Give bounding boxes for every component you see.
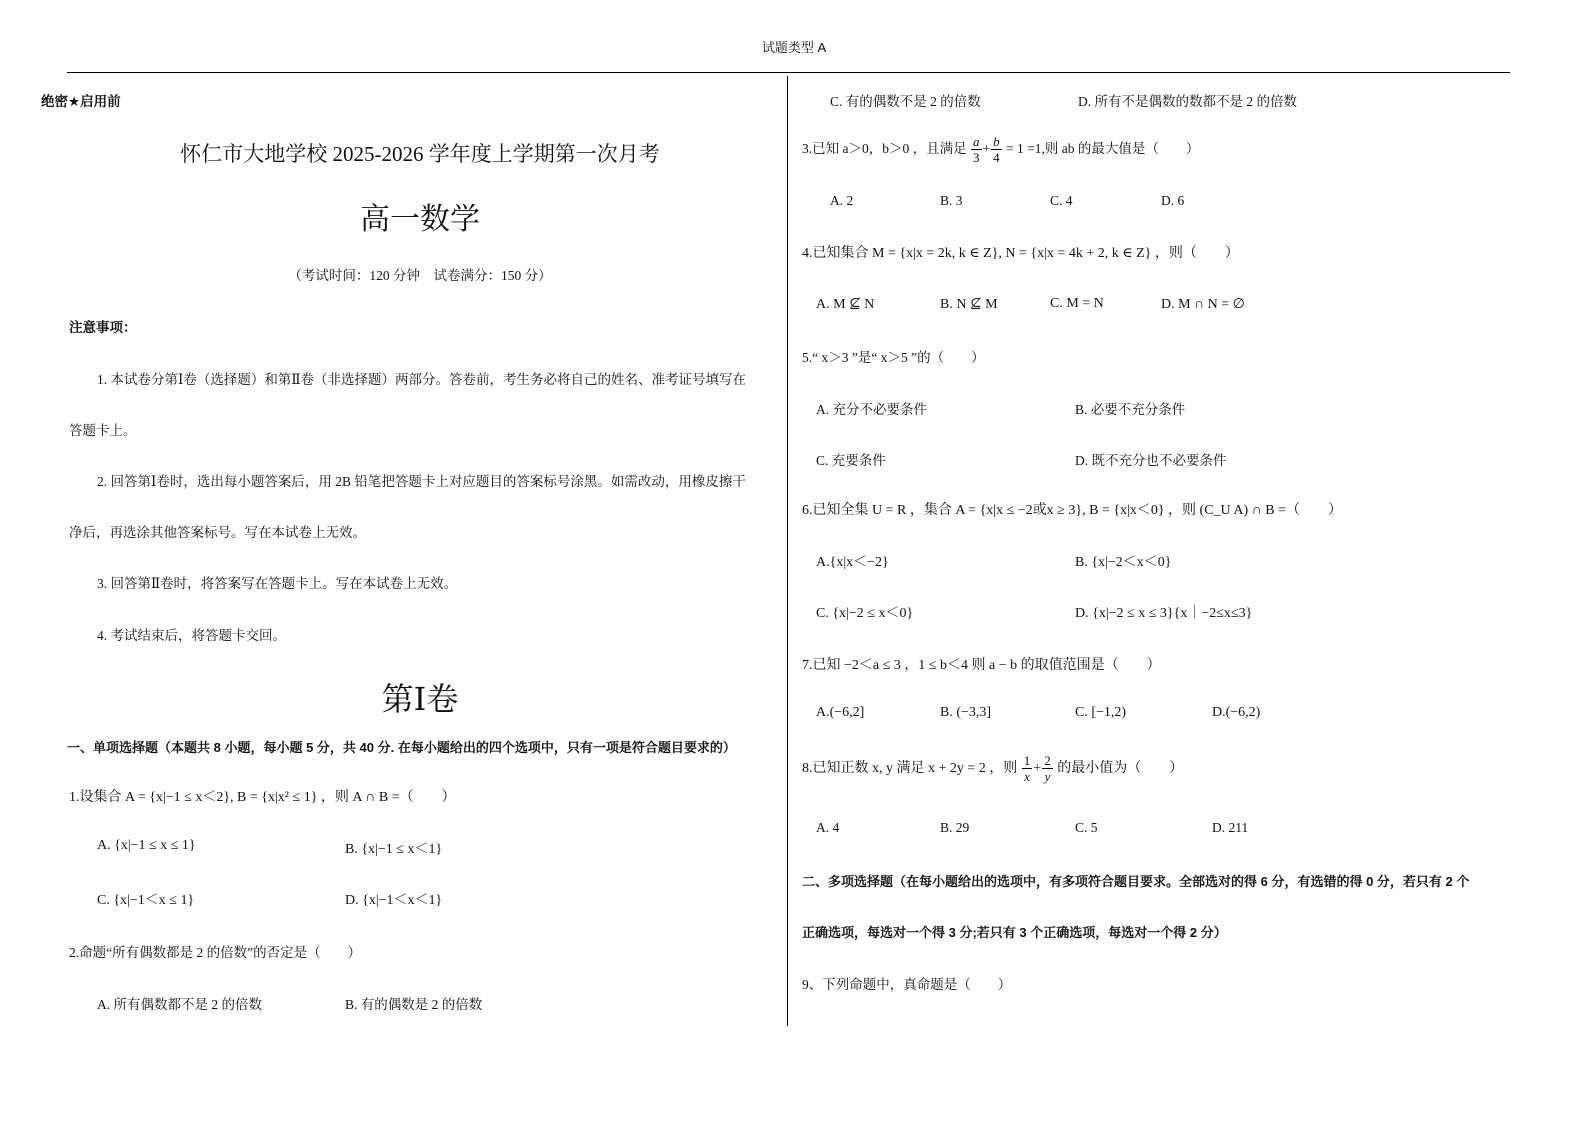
q4-option-a: A. M ⊈ N bbox=[816, 297, 875, 312]
q8-option-d: D. 211 bbox=[1212, 820, 1249, 835]
q1-stem: 1.设集合 A = {x|−1 ≤ x＜2}, B = {x|x² ≤ 1} ，则 A ∩ B =（ ） bbox=[69, 790, 456, 805]
notice-4: 4. 考试结束后，将答题卡交回。 bbox=[97, 628, 286, 643]
q4-option-d: D. M ∩ N = ∅ bbox=[1161, 297, 1245, 312]
q5-option-b: B. 必要不充分条件 bbox=[1075, 402, 1186, 417]
part2-heading-line1: 二、多项选择题（在每小题给出的选项中，有多项符合题目要求。全部选对的得 6 分，有选错的得 0 分，若只有 2 个 bbox=[802, 874, 1470, 889]
q8-plus: + bbox=[1033, 761, 1042, 776]
q3-stem-post: = 1 =1,则 ab 的最大值是（ ） bbox=[1006, 141, 1200, 156]
q3-plus: + bbox=[982, 141, 991, 156]
q8-option-c: C. 5 bbox=[1075, 820, 1098, 835]
q6-option-c: C. {x|−2 ≤ x＜0} bbox=[816, 606, 914, 621]
notice-heading: 注意事项： bbox=[69, 320, 137, 335]
q2-option-a: A. 所有偶数都不是 2 的倍数 bbox=[97, 997, 262, 1012]
notice-2-line2: 净后，再选涂其他答案标号。写在本试卷上无效。 bbox=[69, 525, 366, 540]
notice-3: 3. 回答第Ⅱ卷时，将答案写在答题卡上。写在本试卷上无效。 bbox=[97, 576, 458, 591]
q2-option-d: D. 所有不是偶数的数都不是 2 的倍数 bbox=[1078, 94, 1297, 109]
q8-frac2-den: y bbox=[1044, 769, 1051, 785]
q2-stem: 2.命题“所有偶数都是 2 的倍数”的否定是（ ） bbox=[69, 945, 362, 960]
q8-option-a: A. 4 bbox=[816, 820, 840, 835]
q5-stem: 5.“ x＞3 ”是“ x＞5 ”的（ ） bbox=[802, 350, 985, 365]
q3-frac1-num: a bbox=[973, 134, 980, 150]
q8-frac2-num: 2 bbox=[1044, 753, 1051, 769]
q7-option-d: D.(−6,2) bbox=[1212, 705, 1261, 720]
q3-frac1-den: 3 bbox=[973, 150, 980, 166]
q3-option-a: A. 2 bbox=[830, 193, 854, 208]
q4-option-b: B. N ⊈ M bbox=[940, 297, 998, 312]
q8-stem-post: 的最小值为（ ） bbox=[1057, 761, 1184, 776]
q8-frac1-den: x bbox=[1024, 769, 1030, 785]
q3-frac2-num: b bbox=[993, 134, 1000, 150]
q3-option-c: C. 4 bbox=[1050, 193, 1073, 208]
notice-1-line2: 答题卡上。 bbox=[69, 423, 137, 438]
q8-stem bbox=[802, 751, 1183, 787]
q8-frac1-num: 1 bbox=[1023, 753, 1031, 769]
q8-fraction-1 bbox=[1022, 753, 1033, 784]
q2-option-c: C. 有的偶数不是 2 的倍数 bbox=[830, 94, 981, 109]
q7-stem: 7.已知 −2＜a ≤ 3 ，1 ≤ b＜4 则 a − b 的取值范围是（ ） bbox=[802, 658, 1161, 673]
secret-label: 绝密★启用前 bbox=[41, 94, 121, 109]
q3-frac2-den: 4 bbox=[993, 150, 1000, 166]
q8-stem-pre: 8.已知正数 x, y 满足 x + 2y = 2 ，则 bbox=[802, 761, 1018, 776]
q7-option-b: B. (−3,3] bbox=[940, 705, 992, 720]
q3-stem bbox=[802, 131, 1199, 167]
part1-heading: 一、单项选择题（本题共 8 小题，每小题 5 分，共 40 分. 在每小题给出的四个选项中，只有一项是符合题目要求的） bbox=[67, 740, 736, 755]
q3-fraction-a bbox=[971, 134, 982, 165]
q1-option-c: C. {x|−1＜x ≤ 1} bbox=[97, 893, 195, 908]
q3-option-b: B. 3 bbox=[940, 193, 963, 208]
q6-option-d: D. {x|−2 ≤ x ≤ 3}{x｜−2≤x≤3} bbox=[1075, 606, 1253, 621]
q7-option-c: C. [−1,2) bbox=[1075, 705, 1127, 720]
q3-option-d: D. 6 bbox=[1161, 193, 1185, 208]
q1-option-d: D. {x|−1＜x＜1} bbox=[345, 893, 443, 908]
paper-type-header: 试题类型 A bbox=[761, 40, 827, 55]
q8-fraction-2 bbox=[1042, 753, 1053, 784]
section-title: 第Ⅰ卷 bbox=[381, 681, 459, 717]
q2-option-b: B. 有的偶数是 2 的倍数 bbox=[345, 997, 483, 1012]
q6-option-b: B. {x|−2＜x＜0} bbox=[1075, 555, 1172, 570]
school-title: 怀仁市大地学校 2025-2026 学年度上学期第一次月考 bbox=[180, 142, 660, 166]
q4-stem: 4.已知集合 M = {x|x = 2k, k ∈ Z}, N = {x|x = 4k + 2, k ∈ Z} ，则（ ） bbox=[802, 246, 1239, 261]
part2-heading-line2: 正确选项，每选对一个得 3 分;若只有 3 个正确选项，每选对一个得 2 分） bbox=[802, 925, 1227, 940]
q9-stem: 9、下列命题中，真命题是（ ） bbox=[802, 977, 1012, 992]
q5-option-c: C. 充要条件 bbox=[816, 453, 886, 468]
notice-1-line1: 1. 本试卷分第Ⅰ卷（选择题）和第Ⅱ卷（非选择题）两部分。答卷前，考生务必将自己的姓名、准考证号填写在 bbox=[97, 372, 747, 387]
header-rule bbox=[67, 72, 1510, 73]
q6-option-a: A.{x|x＜−2} bbox=[816, 555, 889, 570]
q3-fraction-b bbox=[991, 134, 1002, 165]
q5-option-d: D. 既不充分也不必要条件 bbox=[1075, 453, 1227, 468]
exam-info: （考试时间：120 分钟 试卷满分：150 分） bbox=[288, 268, 552, 283]
subject-title: 高一数学 bbox=[360, 203, 480, 236]
q3-stem-pre: 3.已知 a＞0，b＞0 ，且满足 bbox=[802, 141, 967, 156]
q5-option-a: A. 充分不必要条件 bbox=[816, 402, 927, 417]
q6-stem: 6.已知全集 U = R ，集合 A = {x|x ≤ −2或x ≥ 3}, B = {x|x＜0} ，则 (C_U A) ∩ B =（ ） bbox=[802, 503, 1343, 518]
q1-option-b: B. {x|−1 ≤ x＜1} bbox=[345, 842, 443, 857]
notice-2-line1: 2. 回答第Ⅰ卷时，选出每小题答案后，用 2B 铅笔把答题卡上对应题目的答案标号涂黑。如需改动，用橡皮擦干 bbox=[97, 474, 746, 489]
q7-option-a: A.(−6,2] bbox=[816, 705, 865, 720]
q4-option-c: C. M = N bbox=[1050, 296, 1104, 311]
q1-option-a: A. {x|−1 ≤ x ≤ 1} bbox=[97, 838, 196, 853]
q8-option-b: B. 29 bbox=[940, 820, 970, 835]
